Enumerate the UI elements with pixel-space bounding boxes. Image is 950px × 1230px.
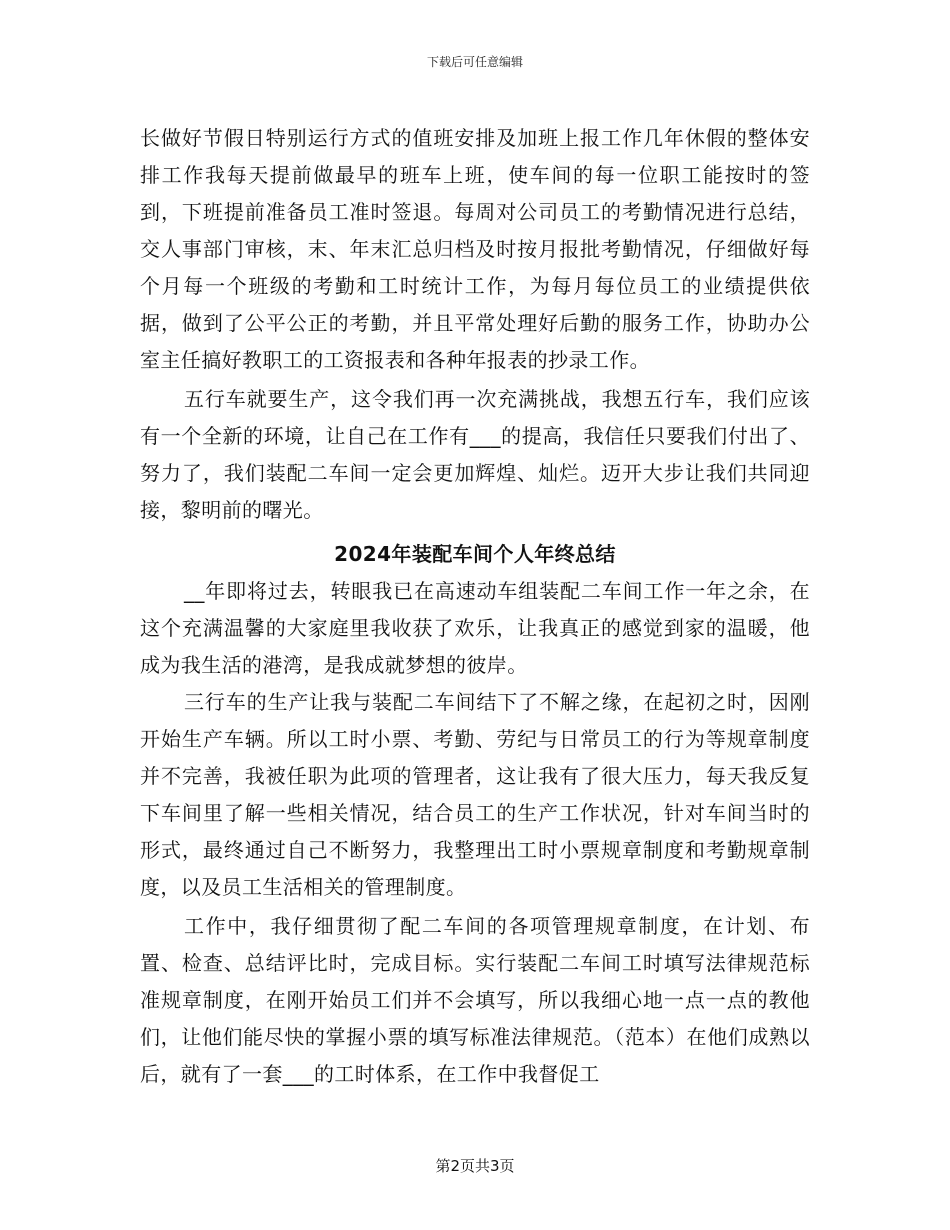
paragraph-work-regulations: 工作中，我仔细贯彻了配二车间的各项管理规章制度，在计划、布置、检查、总结评比时，完成目标。实行装配二车间工时填写法律规范标准规章制度，在刚开始员工们并不会填写，所以我细心地一点一点的教他们，让他们能尽快的掌握小票的填写标准法律规范。（范本）在他们成熟以后，就有了一套___的工时体系，在工作中我督促工: [140, 914, 810, 1086]
paragraph-year-intro: __年即将过去，转眼我已在高速动车组装配二车间工作一年之余，在这个充满温馨的大家庭里我收获了欢乐，让我真正的感觉到家的温暖，他成为我生活的港湾，是我成就梦想的彼岸。: [140, 579, 810, 677]
paragraph-attendance-work: 长做好节假日特别运行方式的值班安排及加班上报工作几年休假的整体安排工作我每天提前做最早的班车上班，使车间的每一位职工能按时的签到，下班提前准备员工准时签退。每周对公司员工的考勤情况进行总结，交人事部门审核，末、年末汇总归档及时按月报批考勤情况，仔细做好每个月每一个班级的考勤和工时统计工作，为每月每位员工的业绩提供依据，做到了公平公正的考勤，并且平常处理好后勤的服务工作，协助办公室主任搞好教职工的工资报表和各种年报表的抄录工作。: [140, 126, 810, 372]
page-number: 第2页共3页: [435, 1157, 515, 1175]
paragraph-three-line-production: 三行车的生产让我与装配二车间结下了不解之缘，在起初之时，因刚开始生产车辆。所以工时小票、考勤、劳纪与日常员工的行为等规章制度并不完善，我被任职为此项的管理者，这让我有了很大压力，每天我反复下车间里了解一些相关情况，结合员工的生产工作状况，针对车间当时的形式，最终通过自己不断努力，我整理出工时小票规章制度和考勤规章制度，以及员工生活相关的管理制度。: [140, 690, 810, 899]
section-title: 2024年装配车间个人年终总结: [334, 542, 616, 566]
document-body: [140, 120, 810, 1093]
paragraph-five-line-production: 五行车就要生产，这令我们再一次充满挑战，我想五行车，我们应该有一个全新的环境，让自己在工作有___的提高，我信任只要我们付出了、努力了，我们装配二车间一定会更加辉煌、灿烂。迈开大步让我们共同迎接，黎明前的曙光。: [140, 387, 810, 522]
header-note: 下载后可任意编辑: [426, 55, 523, 69]
